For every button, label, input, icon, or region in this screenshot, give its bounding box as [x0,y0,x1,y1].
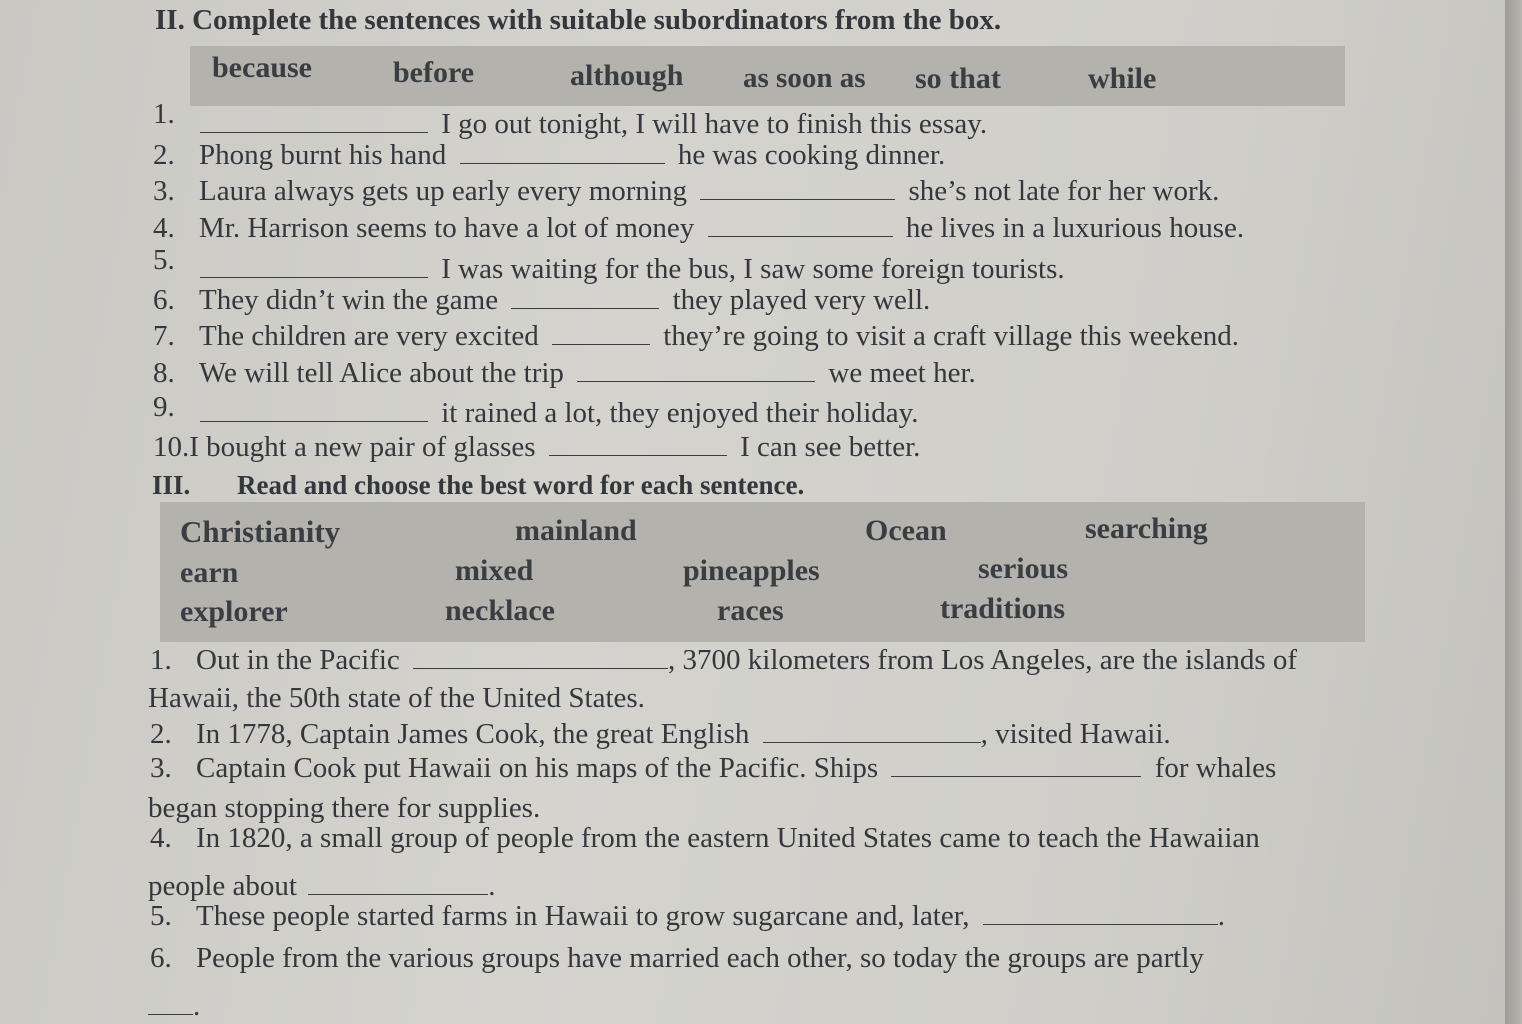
item-number: 5. [153,244,175,276]
item-number: 8. [153,357,175,389]
item-number: 3. [150,752,172,784]
item-text: Out in the Pacific [196,644,400,676]
item-text: we meet her. [828,357,976,389]
exercise-3-item-3 [150,752,1276,785]
word-serious: serious [978,552,1068,585]
item-text: she’s not late for her work. [908,175,1220,207]
exercise-3-item-1 [150,644,1297,677]
answer-blank[interactable] [763,720,981,743]
exercise-3-item-3-continued: began stopping there for supplies. [148,792,541,824]
word-pineapples: pineapples [683,554,820,587]
section-3-heading [152,470,804,501]
item-text: Captain Cook put Hawaii on his maps of the Pacific. Ships [196,752,879,784]
binder-edge [1505,0,1522,1024]
item-text: I was waiting for the bus, I saw some foreign tourists. [441,253,1065,285]
exercise-3-item-6-continued [148,990,200,1023]
exercise-2-item-1-text [200,108,987,141]
word-traditions: traditions [940,592,1066,625]
answer-blank[interactable] [983,902,1218,925]
word-before: before [393,56,475,89]
exercise-2-item-4 [153,212,1244,245]
item-text: he was cooking dinner. [677,139,946,171]
exercise-2-item-5 [153,244,175,277]
exercise-3-item-4-continued [148,870,495,903]
item-number: 1. [153,98,175,130]
word-although: although [570,59,684,92]
word-because: because [212,51,312,84]
subordinator-word-box [190,46,1345,106]
answer-blank[interactable] [413,646,668,669]
item-text: In 1778, Captain James Cook, the great English [196,718,750,750]
item-text: for whales [1154,752,1277,784]
item-number: 10. [153,431,190,463]
item-text: people about [148,870,297,902]
exercise-3-item-2 [150,718,1171,751]
answer-blank[interactable] [200,255,428,278]
answer-blank[interactable] [308,872,488,895]
word-mixed: mixed [455,554,534,587]
exercise-2-item-1 [153,98,175,131]
answer-blank[interactable] [200,399,428,422]
item-text: they played very well. [672,284,931,316]
item-number: 5. [150,900,172,932]
answer-blank[interactable] [460,141,665,164]
item-text: The children are very excited [199,320,539,352]
word-christianity: Christianity [180,514,341,549]
exercise-3-item-1-continued: Hawaii, the 50th state of the United States. [148,682,645,714]
word-mainland: mainland [515,514,637,547]
item-text: , 3700 kilometers from Los Angeles, are the islands of [668,644,1298,676]
item-text: Mr. Harrison seems to have a lot of money [199,212,695,244]
item-number: 3. [153,175,175,207]
answer-blank[interactable] [552,322,650,345]
word-ocean: Ocean [865,514,947,547]
word-so-that: so that [915,62,1001,95]
item-number: 6. [150,942,172,974]
answer-blank[interactable] [700,177,895,200]
word-as-soon-as: as soon as [743,62,866,94]
item-number: 4. [153,212,175,244]
item-number: 4. [150,822,172,854]
exercise-3-item-5 [150,900,1225,933]
item-number: 2. [150,718,172,750]
section-3-numeral: III. [152,470,191,500]
item-text: They didn’t win the game [199,284,499,316]
item-text: Phong burnt his hand [199,139,447,171]
item-number: 9. [153,391,175,423]
item-text: . [1217,900,1225,932]
word-while: while [1088,62,1157,95]
answer-blank[interactable] [577,359,815,382]
vocabulary-word-box [160,502,1365,642]
item-text: People from the various groups have married each other, so today the groups are partly [196,942,1204,974]
exercise-2-item-3 [153,175,1219,208]
exercise-2-item-8 [153,357,976,390]
item-text: he lives in a luxurious house. [905,212,1245,244]
item-text: . [193,990,201,1022]
answer-blank[interactable] [708,214,893,237]
item-number: 2. [153,139,175,171]
word-races: races [717,594,784,627]
exercise-3-item-6 [150,942,1204,975]
word-searching: searching [1085,512,1208,545]
item-number: 6. [153,284,175,316]
item-text: it rained a lot, they enjoyed their holiday. [441,397,919,429]
item-text: We will tell Alice about the trip [199,357,564,389]
item-text: In 1820, a small group of people from the eastern United States came to teach the Hawaiian [196,822,1260,854]
exercise-2-item-9 [153,391,175,424]
exercise-2-item-5-text [200,253,1065,286]
exercise-2-item-6 [153,284,930,317]
answer-blank[interactable] [511,286,659,309]
section-2-heading: II. Complete the sentences with suitable subordinators from the box. [155,4,1002,36]
exercise-2-item-7 [153,320,1239,353]
answer-blank[interactable] [200,110,428,133]
item-text: I can see better. [740,431,921,463]
answer-blank[interactable] [148,992,193,1015]
exercise-2-item-10 [153,431,920,464]
section-3-title: Read and choose the best word for each sentence. [237,470,805,500]
item-text: . [488,870,496,902]
exercise-3-item-4 [150,822,1260,855]
item-number: 1. [150,644,172,676]
word-necklace: necklace [445,594,555,627]
item-text: I bought a new pair of glasses [189,431,536,463]
item-text: I go out tonight, I will have to finish this essay. [441,108,988,140]
item-text: These people started farms in Hawaii to grow sugarcane and, later, [196,900,970,932]
item-number: 7. [153,320,175,352]
exercise-2-item-2 [153,139,945,172]
item-text: they’re going to visit a craft village this weekend. [663,320,1240,352]
item-text: Laura always gets up early every morning [199,175,687,207]
word-explorer: explorer [180,595,288,628]
exercise-2-item-9-text [200,397,919,430]
word-earn: earn [180,556,239,589]
answer-blank[interactable] [549,433,727,456]
answer-blank[interactable] [891,754,1141,777]
item-text: , visited Hawaii. [980,718,1171,750]
